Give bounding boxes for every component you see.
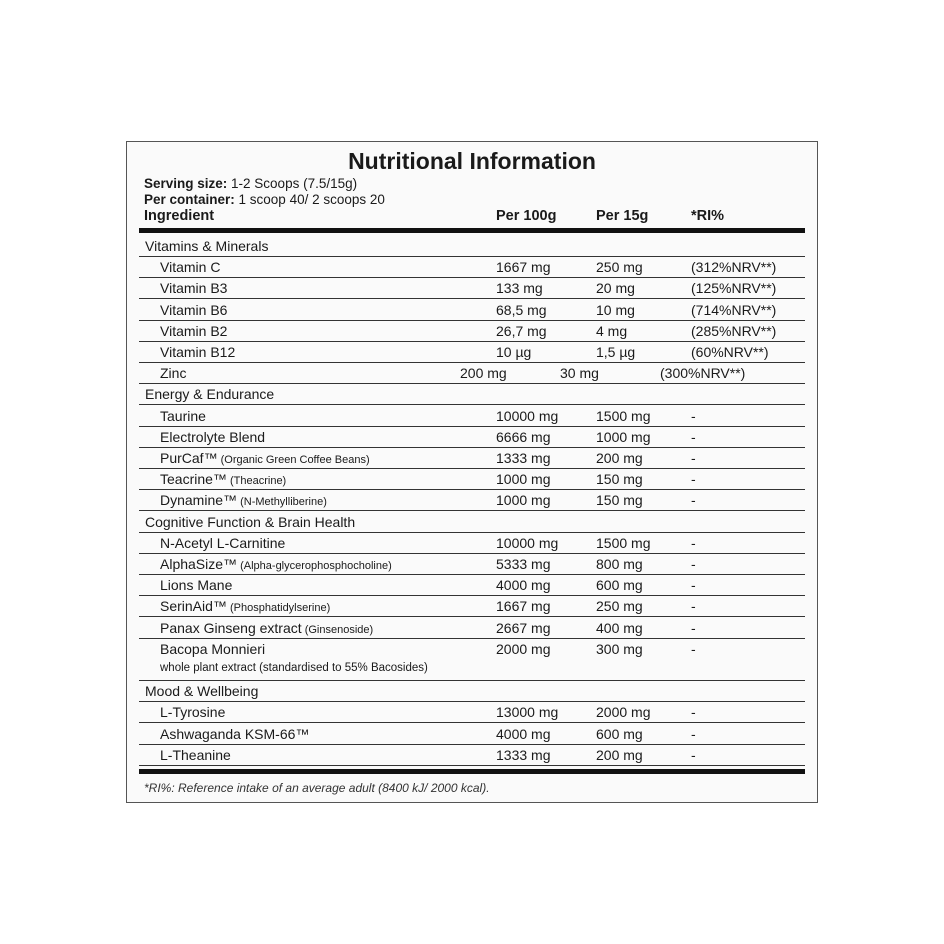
value-ri: - — [691, 704, 696, 721]
category-row — [139, 235, 805, 257]
ingredient-label: Ashwaganda KSM-66™ — [160, 725, 310, 742]
value-ri: (60%NRV**) — [691, 344, 769, 360]
value-per-100g: 10000 mg — [496, 407, 559, 424]
value-ri: (285%NRV**) — [691, 322, 777, 339]
ingredient-name — [160, 344, 235, 360]
ingredient-label: Teacrine™ — [160, 471, 227, 488]
value-per-100g: 200 mg — [460, 365, 507, 382]
category-label: Energy & Endurance — [145, 386, 275, 403]
ingredient-note: (Phosphatidylserine) — [226, 602, 331, 615]
footnote: *RI%: Reference intake of an average adult (8400 kJ/ 2000 kcal). — [144, 781, 490, 795]
header-per15: Per 15g — [596, 208, 649, 224]
ingredient-name — [160, 704, 225, 720]
value-ri: - — [691, 428, 696, 445]
value-per-100g: 10000 mg — [496, 534, 559, 551]
ingredient-name — [160, 280, 227, 296]
value-per-100g: 6666 mg — [496, 428, 551, 445]
ingredient-name — [160, 726, 309, 742]
value-ri: (714%NRV**) — [691, 301, 777, 318]
ingredient-name — [160, 450, 370, 466]
table-header — [144, 208, 817, 228]
ingredient-name — [160, 302, 227, 318]
table-row — [139, 595, 805, 617]
ingredient-name — [160, 323, 227, 339]
value-per-15g: 600 mg — [596, 577, 643, 594]
table-row — [139, 638, 805, 681]
table-row — [139, 617, 805, 639]
value-per-100g: 68,5 mg — [496, 301, 547, 318]
category-label: Cognitive Function & Brain Health — [145, 513, 356, 530]
ingredient-name — [160, 535, 285, 551]
ingredient-name — [160, 471, 286, 487]
value-ri: - — [691, 407, 696, 424]
ingredient-label: Vitamin B2 — [160, 322, 228, 339]
value-per-100g: 1333 mg — [496, 450, 551, 466]
value-per-15g: 400 mg — [596, 619, 643, 636]
value-per-100g: 5333 mg — [496, 556, 551, 572]
table-row — [139, 723, 805, 745]
value-per-15g: 300 mg — [596, 640, 643, 657]
value-ri: - — [691, 534, 696, 551]
value-ri: (312%NRV**) — [691, 259, 777, 276]
table-row — [139, 405, 805, 427]
value-per-100g: 4000 mg — [496, 725, 551, 742]
value-per-15g: 200 mg — [596, 746, 643, 763]
nutrition-panel — [126, 141, 818, 803]
ingredient-name — [160, 577, 232, 593]
table-row — [139, 744, 805, 766]
ingredient-label: PurCaf™ — [160, 450, 218, 466]
category-row — [139, 383, 805, 405]
table-row — [139, 574, 805, 596]
table-row — [139, 447, 805, 469]
table-row — [139, 277, 805, 299]
value-per-15g: 1500 mg — [596, 407, 651, 424]
header-ingredient: Ingredient — [144, 208, 215, 224]
value-per-15g: 800 mg — [596, 556, 643, 572]
ingredient-label: Taurine — [160, 407, 206, 424]
ingredient-label: Bacopa Monnieri — [160, 640, 266, 657]
ingredient-name — [160, 365, 186, 381]
footer-divider — [139, 769, 805, 774]
value-per-15g: 600 mg — [596, 725, 643, 742]
value-ri: (300%NRV**) — [660, 365, 746, 382]
value-ri: - — [691, 598, 696, 615]
value-per-100g: 1667 mg — [496, 259, 551, 276]
header-per100: Per 100g — [496, 208, 557, 224]
value-ri: - — [691, 725, 696, 742]
table-row — [139, 320, 805, 342]
ingredient-name — [160, 641, 265, 657]
value-ri: - — [691, 746, 696, 763]
value-per-15g: 10 mg — [596, 301, 635, 318]
value-per-15g: 4 mg — [596, 322, 628, 339]
category-row — [139, 511, 805, 533]
ingredient-label: Dynamine™ — [160, 492, 238, 509]
value-ri: - — [691, 640, 696, 657]
page-title: Nutritional Information — [348, 148, 596, 174]
value-per-100g: 4000 mg — [496, 577, 551, 594]
value-per-15g: 250 mg — [596, 598, 643, 615]
value-per-100g: 10 µg — [496, 344, 532, 360]
ingredient-subnote: whole plant extract (standardised to 55% Bacosides) — [160, 661, 428, 674]
ingredient-name — [160, 492, 327, 508]
value-per-15g: 20 mg — [596, 280, 635, 297]
ingredient-name — [160, 747, 231, 763]
value-ri: - — [691, 556, 696, 572]
header-ri: *RI% — [691, 208, 725, 224]
ingredient-label: L-Theanine — [160, 746, 231, 763]
ingredient-note: (Organic Green Coffee Beans) — [217, 454, 370, 466]
category-label: Vitamins & Minerals — [145, 238, 269, 254]
value-ri: - — [691, 471, 696, 488]
ingredient-label: AlphaSize™ — [160, 556, 238, 572]
ingredient-label: Panax Ginseng extract — [160, 619, 302, 636]
ingredient-name — [160, 556, 392, 572]
value-per-100g: 2667 mg — [496, 619, 551, 636]
value-ri: - — [691, 450, 696, 466]
header-divider — [139, 228, 805, 233]
table-row — [139, 489, 805, 511]
category-row — [139, 680, 805, 702]
value-per-15g: 2000 mg — [596, 704, 651, 721]
ingredient-label: SerinAid™ — [160, 598, 227, 615]
ingredient-label: Electrolyte Blend — [160, 428, 266, 445]
ingredient-label: L-Tyrosine — [160, 704, 226, 721]
ingredient-note: (Alpha-glycerophosphocholine) — [237, 560, 392, 572]
value-ri: - — [691, 492, 696, 509]
value-per-15g: 30 mg — [560, 365, 599, 382]
value-per-100g: 1333 mg — [496, 746, 551, 763]
value-per-15g: 150 mg — [596, 492, 643, 509]
table-row — [139, 299, 805, 321]
value-per-100g: 1000 mg — [496, 492, 551, 509]
value-ri: (125%NRV**) — [691, 280, 777, 297]
value-per-15g: 1500 mg — [596, 534, 651, 551]
ingredient-label: Vitamin C — [160, 259, 221, 276]
ingredient-name — [160, 259, 220, 275]
table-row — [139, 468, 805, 490]
ingredient-note: (N-Methylliberine) — [237, 496, 327, 509]
table-row — [139, 341, 805, 363]
value-ri: - — [691, 619, 696, 636]
value-ri: - — [691, 577, 696, 594]
ingredient-note: (Ginsenoside) — [301, 623, 374, 636]
value-per-15g: 150 mg — [596, 471, 643, 488]
table-row — [139, 532, 805, 554]
ingredient-name — [160, 429, 265, 445]
ingredient-name — [160, 598, 330, 614]
ingredient-label: Zinc — [160, 365, 187, 382]
ingredient-label: N-Acetyl L-Carnitine — [160, 534, 286, 551]
value-per-100g: 1667 mg — [496, 598, 551, 615]
per-container: Per container: 1 scoop 40/ 2 scoops 20 — [144, 192, 385, 207]
table-row — [139, 362, 805, 384]
value-per-15g: 250 mg — [596, 259, 643, 276]
table-row — [139, 701, 805, 723]
table-row — [139, 553, 805, 575]
ingredient-label: Vitamin B6 — [160, 301, 228, 318]
ingredient-label: Vitamin B3 — [160, 280, 228, 297]
value-per-15g: 1,5 µg — [596, 344, 636, 360]
ingredient-label: Vitamin B12 — [160, 344, 236, 360]
ingredient-label: Lions Mane — [160, 577, 233, 594]
value-per-100g: 133 mg — [496, 280, 543, 297]
ingredient-name — [160, 408, 206, 424]
value-per-100g: 26,7 mg — [496, 322, 547, 339]
serving-size: Serving size: 1-2 Scoops (7.5/15g) — [144, 176, 358, 191]
ingredient-name — [160, 620, 373, 636]
value-per-100g: 1000 mg — [496, 471, 551, 488]
value-per-100g: 2000 mg — [496, 640, 551, 657]
category-label: Mood & Wellbeing — [145, 683, 259, 700]
ingredient-note: (Theacrine) — [226, 475, 287, 488]
table-row — [139, 426, 805, 448]
value-per-15g: 1000 mg — [596, 428, 651, 445]
table-row — [139, 256, 805, 278]
value-per-100g: 13000 mg — [496, 704, 559, 721]
value-per-15g: 200 mg — [596, 450, 643, 466]
